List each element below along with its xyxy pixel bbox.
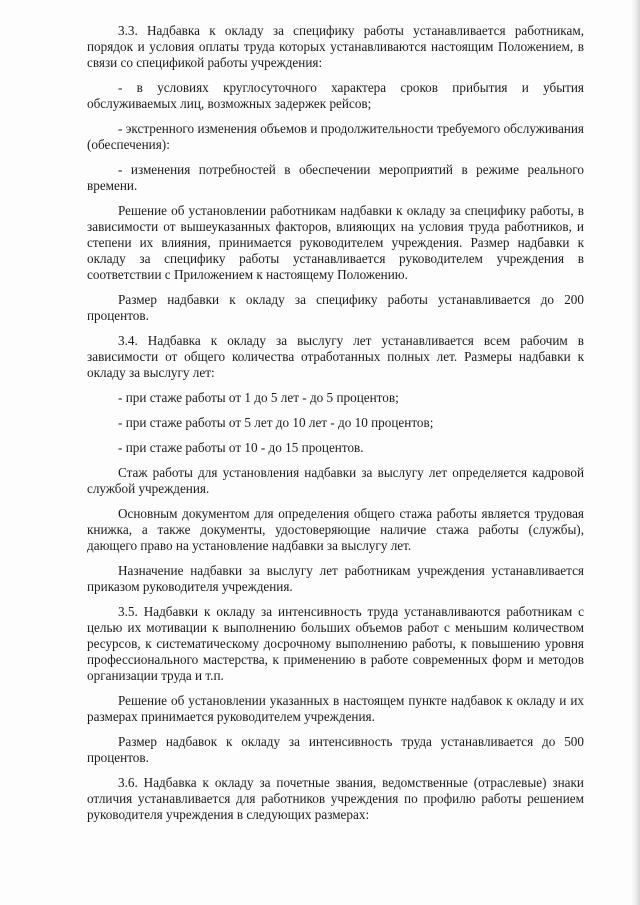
paragraph-3-4: 3.4. Надбавка к окладу за выслугу лет устанавливается всем рабочим в зависимости от общего количества отработанных полных лет. Размеры надбавки к окладу за выслугу лет: [87, 333, 584, 380]
paragraph-seniority-order: Назначение надбавки за выслугу лет работникам учреждения устанавливается приказом руководителя учреждения. [87, 563, 584, 594]
list-item-seniority-10: - при стаже работы от 10 - до 15 процентов. [118, 440, 364, 455]
list-item-seniority-1-5: - при стаже работы от 1 до 5 лет - до 5 процентов; [118, 390, 399, 405]
paragraph-3-3: 3.3. Надбавка к окладу за специфику работы устанавливается работникам, порядок и условия оплаты труда которых устанавливаются настоящим Положением, в связи со спецификой работы учреждения: [87, 23, 584, 70]
paragraph-specifics-decision: Решение об установлении работникам надбавки к окладу за специфику работы, в зависимости от вышеуказанных факторов, влияющих на условия труда работников, и степени их влияния, принимается руководителем учреждения. Размер надбавки к окладу за специфику работы устанавливается руководителем учреждения в соответствии с Приложением к настоящему Положению. [87, 203, 584, 282]
paragraph-specifics-limit: Размер надбавки к окладу за специфику работы устанавливается до 200 процентов. [87, 292, 584, 323]
paragraph-seniority-documents: Основным документом для определения общего стажа работы является трудовая книжка, а также документы, удостоверяющие наличие стажа работы (службы), дающего право на установление надбавки за выслугу лет. [87, 506, 584, 553]
list-item-realtime-needs: - изменения потребностей в обеспечении мероприятий в режиме реального времени. [87, 162, 584, 193]
list-item-round-the-clock: - в условиях круглосуточного характера сроков прибытия и убытия обслуживаемых лиц, возможных задержек рейсов; [87, 80, 584, 111]
list-item-seniority-5-10: - при стаже работы от 5 лет до 10 лет - до 10 процентов; [118, 415, 434, 430]
list-item-urgent-change: - экстренного изменения объемов и продолжительности требуемого обслуживания (обеспечения): [87, 121, 584, 152]
document-body [87, 23, 584, 832]
page-edge-shadow [631, 0, 640, 905]
paragraph-3-5: 3.5. Надбавки к окладу за интенсивность труда устанавливаются работникам с целью их мотивации к выполнению больших объемов работ с меньшим количеством ресурсов, к систематическому досрочному выполнению работы, к повышению уровня профессионального мастерства, к применению в работе современных форм и методов организации труда и т.п. [87, 604, 584, 683]
paragraph-intensity-limit: Размер надбавок к окладу за интенсивность труда устанавливается до 500 процентов. [87, 734, 584, 765]
paragraph-seniority-hr: Стаж работы для установления надбавки за выслугу лет определяется кадровой службой учреждения. [87, 465, 584, 496]
paragraph-3-6: 3.6. Надбавка к окладу за почетные звания, ведомственные (отраслевые) знаки отличия устанавливается для работников учреждения по профилю работы решением руководителя учреждения в следующих размерах: [87, 775, 584, 822]
paragraph-intensity-decision: Решение об установлении указанных в настоящем пункте надбавок к окладу и их размерах принимается руководителем учреждения. [87, 693, 584, 724]
